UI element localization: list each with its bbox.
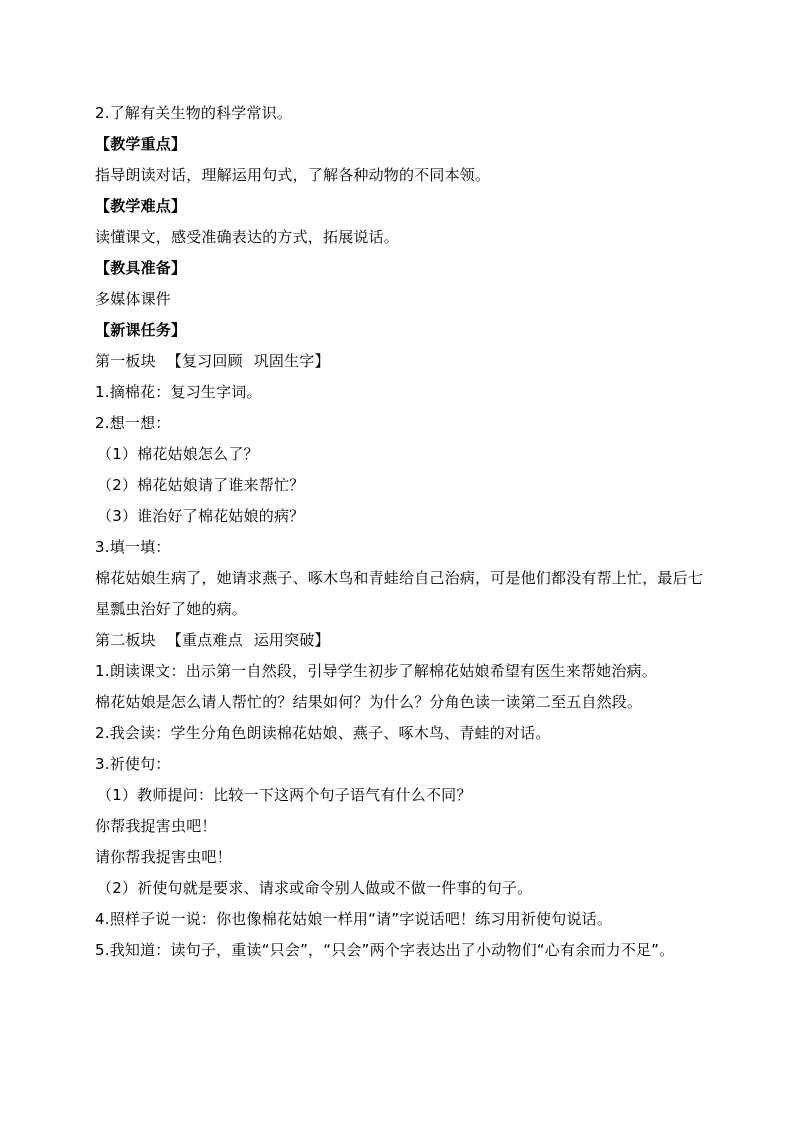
heading-difficulties: 【教学难点】	[95, 197, 187, 215]
section-2-item-4: 4.照样子说一说：你也像棉花姑娘一样用“请”字说话吧！练习用祈使句说话。	[95, 910, 613, 928]
section-2-title: 第二板块 【重点难点 运用突破】	[95, 631, 330, 649]
section-2-item-3: 3.祈使句：	[95, 755, 171, 773]
objective-2: 2.了解有关生物的科学常识。	[95, 104, 293, 122]
heading-new-lesson: 【新课任务】	[95, 321, 187, 339]
example-sentence-1: 你帮我捉害虫吧！	[95, 817, 217, 835]
section-2-item-2: 2.我会读：学生分角色朗读棉花姑娘、燕子、啄木鸟、青蛙的对话。	[95, 724, 551, 742]
imperative-definition: （2）祈使句就是要求、请求或命令别人做或不做一件事的句子。	[97, 879, 533, 897]
question-2: （2）棉花姑娘请了谁来帮忙？	[97, 476, 305, 494]
example-sentence-2: 请你帮我捉害虫吧！	[95, 848, 232, 866]
heading-materials: 【教具准备】	[95, 259, 187, 277]
section-1-item-1: 1.摘棉花：复习生字词。	[95, 383, 262, 401]
document-page	[95, 98, 705, 966]
section-2-item-5: 5.我知道：读句子，重读“只会”，“只会”两个字表达出了小动物们“心有余而力不足”。	[95, 941, 675, 959]
materials-text: 多媒体课件	[95, 290, 172, 308]
section-1-title: 第一板块 【复习回顾 巩固生字】	[95, 352, 330, 370]
question-3: （3）谁治好了棉花姑娘的病？	[97, 507, 305, 525]
heading-key-points: 【教学重点】	[95, 135, 187, 153]
key-points-text: 指导朗读对话，理解运用句式，了解各种动物的不同本领。	[95, 166, 491, 184]
fill-in-paragraph: 棉花姑娘生病了，她请求燕子、啄木鸟和青蛙给自己治病，可是他们都没有帮上忙，最后七星瓢虫治好了她的病。	[95, 569, 704, 618]
section-1-item-2: 2.想一想：	[95, 414, 171, 432]
question-1: （1）棉花姑娘怎么了？	[97, 445, 259, 463]
section-2-item-1-cont: 棉花姑娘是怎么请人帮忙的？结果如何？为什么？分角色读一读第二至五自然段。	[95, 693, 643, 711]
difficulties-text: 读懂课文，感受准确表达的方式，拓展说话。	[95, 228, 400, 246]
section-2-item-1: 1.朗读课文：出示第一自然段，引导学生初步了解棉花姑娘希望有医生来帮她治病。	[95, 662, 657, 680]
imperative-question: （1）教师提问：比较一下这两个句子语气有什么不同？	[97, 786, 472, 804]
section-1-item-3: 3.填一填：	[95, 538, 171, 556]
